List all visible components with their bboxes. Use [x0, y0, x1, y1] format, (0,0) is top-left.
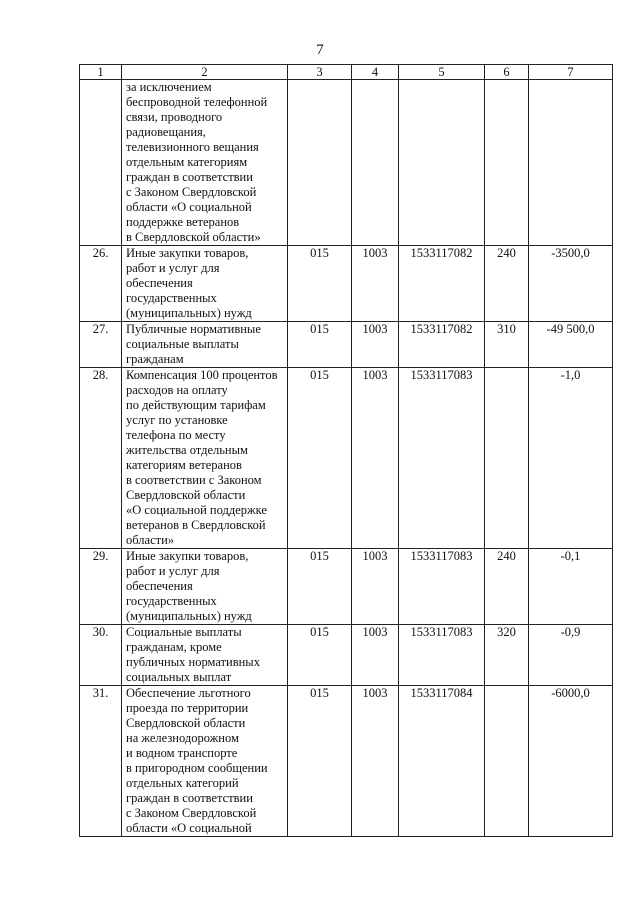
row-number-cell: 31. [80, 686, 122, 837]
header-cell: 5 [399, 65, 485, 80]
row-number-cell [80, 80, 122, 246]
description-cell: Публичные нормативные социальные выплаты гражданам [122, 322, 288, 368]
row-number-cell: 27. [80, 322, 122, 368]
header-cell: 2 [122, 65, 288, 80]
section-cell: 1003 [352, 368, 399, 549]
section-cell: 1003 [352, 246, 399, 322]
table-row [80, 549, 613, 625]
row-number-cell: 29. [80, 549, 122, 625]
page-number: 7 [316, 42, 324, 58]
description-cell: за исключением беспроводной телефонной связи, проводного радиовещания, телевизионного вещания отдельным категориям граждан в соответствии с Законом Свердловской области «О социальной поддержке ветеранов в Свердловской области» [122, 80, 288, 246]
target-article-cell: 1533117084 [399, 686, 485, 837]
section-cell: 1003 [352, 686, 399, 837]
target-article-cell: 1533117082 [399, 246, 485, 322]
table-row [80, 625, 613, 686]
amount-cell: -0,9 [529, 625, 613, 686]
target-article-cell: 1533117083 [399, 368, 485, 549]
header-row [80, 65, 613, 80]
code-cell [288, 80, 352, 246]
expense-type-cell: 240 [485, 549, 529, 625]
section-cell: 1003 [352, 549, 399, 625]
amount-cell: -49 500,0 [529, 322, 613, 368]
target-article-cell: 1533117082 [399, 322, 485, 368]
target-article-cell [399, 80, 485, 246]
header-cell: 4 [352, 65, 399, 80]
row-number-cell: 26. [80, 246, 122, 322]
expense-type-cell: 320 [485, 625, 529, 686]
code-cell: 015 [288, 368, 352, 549]
code-cell: 015 [288, 625, 352, 686]
row-number-cell: 30. [80, 625, 122, 686]
target-article-cell: 1533117083 [399, 549, 485, 625]
expense-type-cell: 310 [485, 322, 529, 368]
expense-type-cell: 240 [485, 246, 529, 322]
table-row [80, 246, 613, 322]
expense-type-cell [485, 80, 529, 246]
table-row [80, 686, 613, 837]
amount-cell: -6000,0 [529, 686, 613, 837]
amount-cell [529, 80, 613, 246]
code-cell: 015 [288, 246, 352, 322]
header-cell: 3 [288, 65, 352, 80]
amount-cell: -1,0 [529, 368, 613, 549]
code-cell: 015 [288, 549, 352, 625]
header-cell: 6 [485, 65, 529, 80]
section-cell: 1003 [352, 322, 399, 368]
code-cell: 015 [288, 322, 352, 368]
description-cell: Обеспечение льготного проезда по территории Свердловской области на железнодорожном и водном транспорте в пригородном сообщении отдельных категорий граждан в соответствии с Законом Свердловской области «О социальной [122, 686, 288, 837]
description-cell: Компенсация 100 процентов расходов на оплату по действующим тарифам услуг по установке телефона по месту жительства отдельным категориям ветеранов в соответствии с Законом Свердловской области «О социальной поддержке ветеранов в Свердловской области» [122, 368, 288, 549]
table-row [80, 322, 613, 368]
expense-type-cell [485, 686, 529, 837]
target-article-cell: 1533117083 [399, 625, 485, 686]
section-cell [352, 80, 399, 246]
description-cell: Иные закупки товаров, работ и услуг для обеспечения государственных (муниципальных) нужд [122, 549, 288, 625]
table-row [80, 80, 613, 246]
header-cell: 7 [529, 65, 613, 80]
table-row [80, 368, 613, 549]
expense-type-cell [485, 368, 529, 549]
description-cell: Иные закупки товаров, работ и услуг для обеспечения государственных (муниципальных) нужд [122, 246, 288, 322]
amount-cell: -3500,0 [529, 246, 613, 322]
section-cell: 1003 [352, 625, 399, 686]
code-cell: 015 [288, 686, 352, 837]
header-cell: 1 [80, 65, 122, 80]
row-number-cell: 28. [80, 368, 122, 549]
amount-cell: -0,1 [529, 549, 613, 625]
description-cell: Социальные выплаты гражданам, кроме публичных нормативных социальных выплат [122, 625, 288, 686]
budget-table [79, 64, 613, 837]
